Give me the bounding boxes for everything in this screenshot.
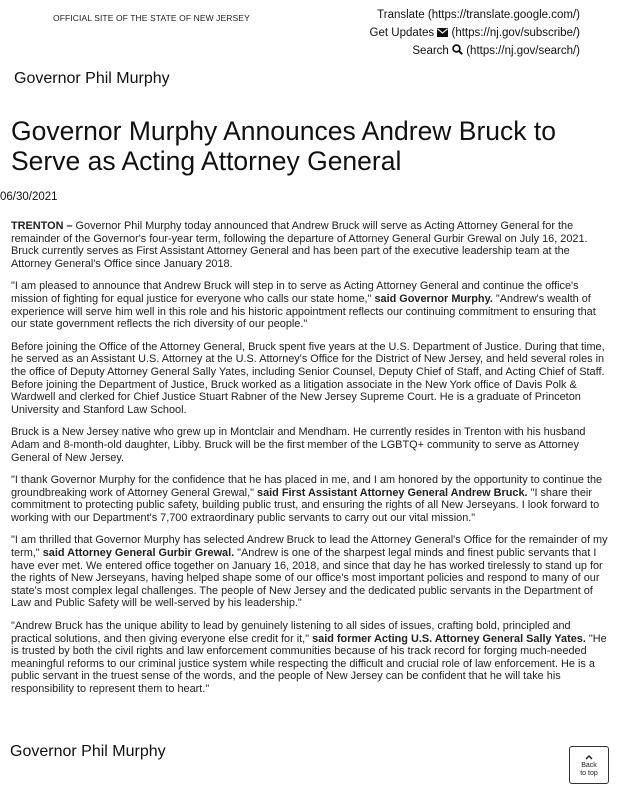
utility-links	[370, 6, 580, 60]
get-updates-url: (https://nj.gov/subscribe/)	[451, 27, 580, 39]
quote-attribution: said Attorney General Gurbir Grewal.	[42, 547, 235, 560]
paragraph-3: Before joining the Office of the Attorney General, Bruck spent five years at the U.S. Department of Justice. During that time, he served as an Assistant U.S. Attorney at the U.S. Attorney's Office for the District of New Jersey, and held several roles in the office of Deputy Attorney General Sally Yates, including Senior Counsel, Deputy Chief of Staff, and Acting Chief of Staff. Before joining the Department of Justice, Bruck worked as a litigation associate in the New York office of Davis Polk & Wardwell and clerked for Chief Justice Stuart Rabner of the New Jersey Supreme Court. He is a graduate of Princeton University and Stanford Law School.	[11, 340, 605, 416]
search-url: (https://nj.gov/search/)	[466, 45, 580, 57]
quote-attribution: said former Acting U.S. Attorney General Sally Yates.	[312, 632, 586, 645]
article-date: 06/30/2021	[0, 191, 58, 203]
article-body	[11, 220, 609, 706]
paragraph-2	[11, 280, 609, 330]
quote-text: "Andrew is one of the sharpest legal minds and finest public servants that I have ever met. We entered office together on January 16, 2018, and since that day he has worked tirelessly to stand up for the rights of New Jerseyans, having helped shape some of our office's most important policies and respond to many of our state's most complex legal challenges. The people of New Jersey and the dedicated public servants in the Department of Law and Public Safety will be well-served by his leadership."	[11, 547, 603, 610]
search-label: Search	[412, 45, 449, 57]
article-title: Governor Murphy Announces Andrew Bruck to Serve as Acting Attorney General	[11, 116, 557, 176]
paragraph-6	[11, 534, 609, 610]
quote-text: "I share their commitment to protecting public safety, building public trust, and ensuring the rights of all New Jerseyans. I look forward to working with our Department's 7,700 extraordinary public servants to carry out our vital mission."	[11, 486, 600, 524]
back-to-top-button[interactable]	[569, 746, 609, 784]
paragraph-7	[11, 620, 609, 696]
get-updates-link[interactable]	[370, 24, 580, 42]
footer-title[interactable]: Governor Phil Murphy	[10, 743, 166, 760]
quote-text: "I am thrilled that Governor Murphy has selected Andrew Bruck to lead the Attorney General's Office for the remainder of my term,"	[11, 534, 608, 560]
back-to-top-line2: to top	[580, 770, 598, 777]
site-title[interactable]: Governor Phil Murphy	[14, 70, 170, 87]
quote-text: "He is trusted by both the civil rights and law enforcement communities because of his track record for forging much-needed meaningful reforms to our criminal justice system while respecting the difficult and crucial role of law enforcement. He is a public servant in the truest sense of the words, and the people of New Jersey can be confident that he will take his responsibility to represent them to heart."	[11, 632, 607, 695]
translate-link[interactable]: Translate (https://translate.google.com/)	[377, 9, 580, 21]
paragraph-1-text: Governor Phil Murphy today announced that Andrew Bruck will serve as Acting Attorney General for the remainder of the Governor's four-year term, following the departure of Attorney General Gurbir Grewal on July 16, 2021. Bruck currently serves as First Assistant Attorney General and has been part of the executive leadership team at the Attorney General's Office since January 2018.	[11, 220, 588, 270]
quote-attribution: said First Assistant Attorney General Andrew Bruck.	[257, 486, 528, 499]
quote-text: "Andrew Bruck has the unique ability to lead by genuinely listening to all sides of issues, crafting bold, principled and practical solutions, and then giving everyone else credit for it,"	[11, 620, 571, 645]
chevron-up-icon	[585, 754, 593, 760]
search-icon	[452, 44, 463, 55]
dateline: TRENTON –	[11, 220, 73, 232]
back-to-top-line1: Back	[581, 762, 597, 769]
official-site-banner: OFFICIAL SITE OF THE STATE OF NEW JERSEY	[53, 13, 250, 23]
envelope-icon	[437, 28, 448, 37]
paragraph-1	[11, 220, 609, 270]
paragraph-4: Bruck is a New Jersey native who grew up in Montclair and Mendham. He currently resides in Trenton with his husband Adam and 8-month-old daughter, Libby. Bruck will be the first member of the LGBTQ+ community to serve as Attorney General of New Jersey.	[11, 426, 586, 464]
quote-text: "I thank Governor Murphy for the confidence that he has placed in me, and I am honored by the opportunity to continue the groundbreaking work of Attorney General Grewal,"	[11, 474, 603, 499]
paragraph-5	[11, 474, 609, 524]
quote-attribution: said Governor Murphy.	[374, 292, 493, 305]
quote-text: "Andrew's wealth of experience will serve him well in this role and his historic appointment reflects our continuing commitment to ensuring that our state government reflects the rich diversity of our people."	[11, 292, 596, 331]
quote-text: "I am pleased to announce that Andrew Bruck will step in to serve as Acting Attorney General and continue the office's mission of fighting for equal justice for everyone who calls our state home,"	[11, 280, 579, 305]
get-updates-label: Get Updates	[369, 27, 435, 39]
search-link[interactable]	[370, 42, 580, 60]
